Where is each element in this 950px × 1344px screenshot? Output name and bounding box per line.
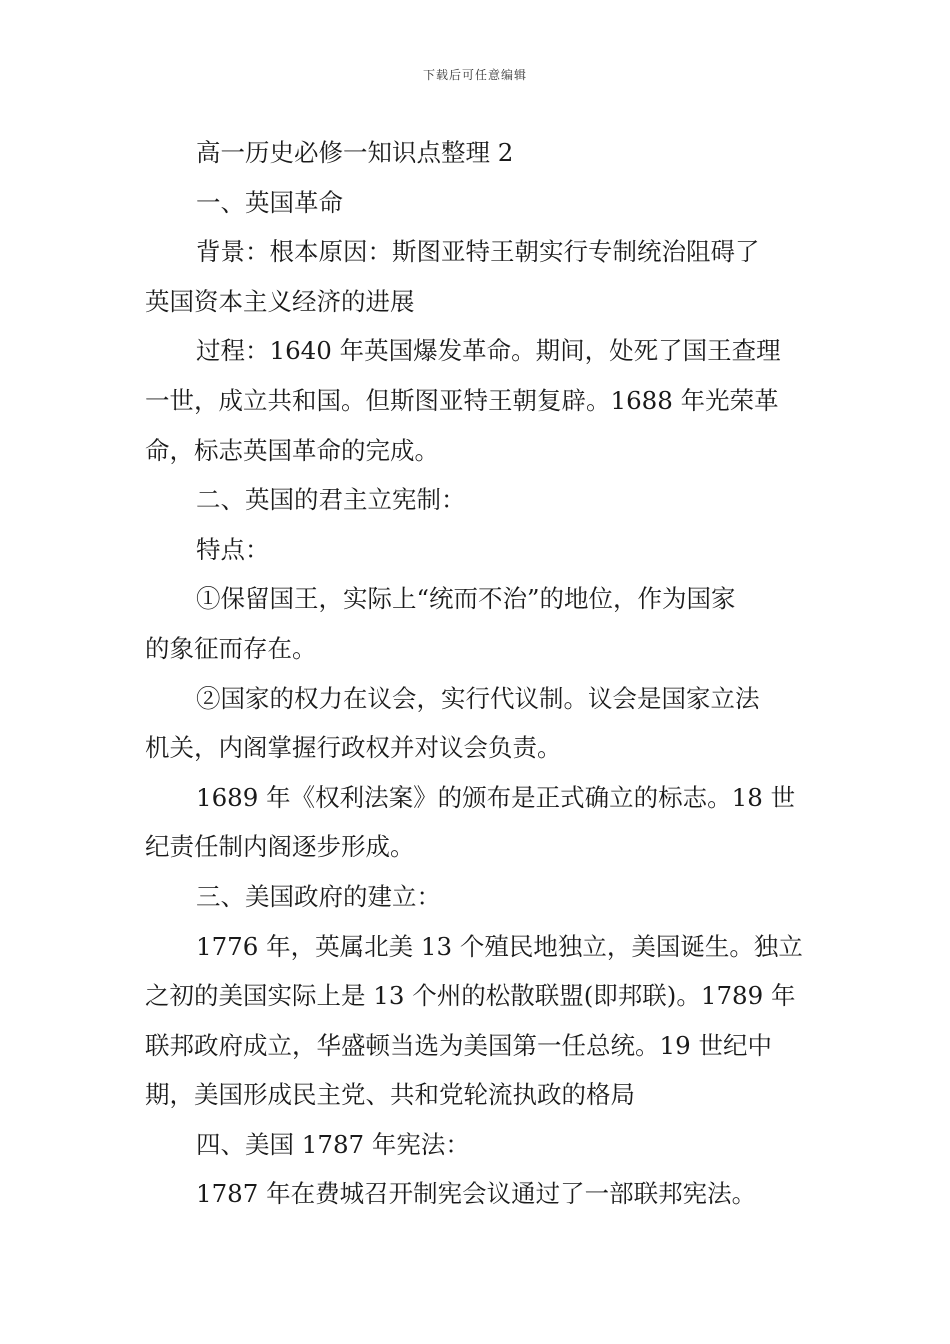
page-header-note: 下载后可任意编辑	[422, 68, 527, 82]
section-heading: 四、美国 1787 年宪法：	[196, 1129, 470, 1159]
paragraph-line: 1776 年，英属北美 13 个殖民地独立，美国诞生。独立	[196, 931, 803, 961]
section-heading: 三、美国政府的建立：	[196, 881, 441, 911]
paragraph-line: ②国家的权力在议会，实行代议制。议会是国家立法	[196, 683, 760, 713]
paragraph-line: 纪责任制内阁逐步形成。	[145, 832, 415, 862]
paragraph-line: ①保留国王，实际上“统而不治”的地位，作为国家	[196, 584, 736, 614]
paragraph-line: 命，标志英国革命的完成。	[145, 435, 439, 465]
paragraph-line: 特点：	[196, 534, 270, 564]
paragraph-line: 1787 年在费城召开制宪会议通过了一部联邦宪法。	[196, 1179, 757, 1209]
paragraph-line: 机关，内阁掌握行政权并对议会负责。	[145, 733, 562, 763]
paragraph-line: 的象征而存在。	[145, 633, 317, 663]
paragraph-line: 1689 年《权利法案》的颁布是正式确立的标志。18 世	[196, 782, 796, 812]
section-heading: 二、英国的君主立宪制：	[196, 485, 466, 515]
paragraph-line: 背景：根本原因：斯图亚特王朝实行专制统治阻碍了	[196, 237, 760, 267]
paragraph-line: 过程：1640 年英国爆发革命。期间，处死了国王查理	[196, 336, 781, 366]
paragraph-line: 英国资本主义经济的进展	[145, 286, 415, 316]
document-title: 高一历史必修一知识点整理 2	[196, 138, 514, 167]
paragraph-line: 联邦政府成立，华盛顿当选为美国第一任总统。19 世纪中	[145, 1030, 772, 1060]
section-heading: 一、英国革命	[196, 187, 343, 217]
paragraph-line: 一世，成立共和国。但斯图亚特王朝复辟。1688 年光荣革	[145, 385, 779, 415]
document-body	[145, 128, 810, 1219]
paragraph-line: 期，美国形成民主党、共和党轮流执政的格局	[145, 1080, 635, 1110]
paragraph-line: 之初的美国实际上是 13 个州的松散联盟(即邦联)。1789 年	[145, 981, 796, 1011]
